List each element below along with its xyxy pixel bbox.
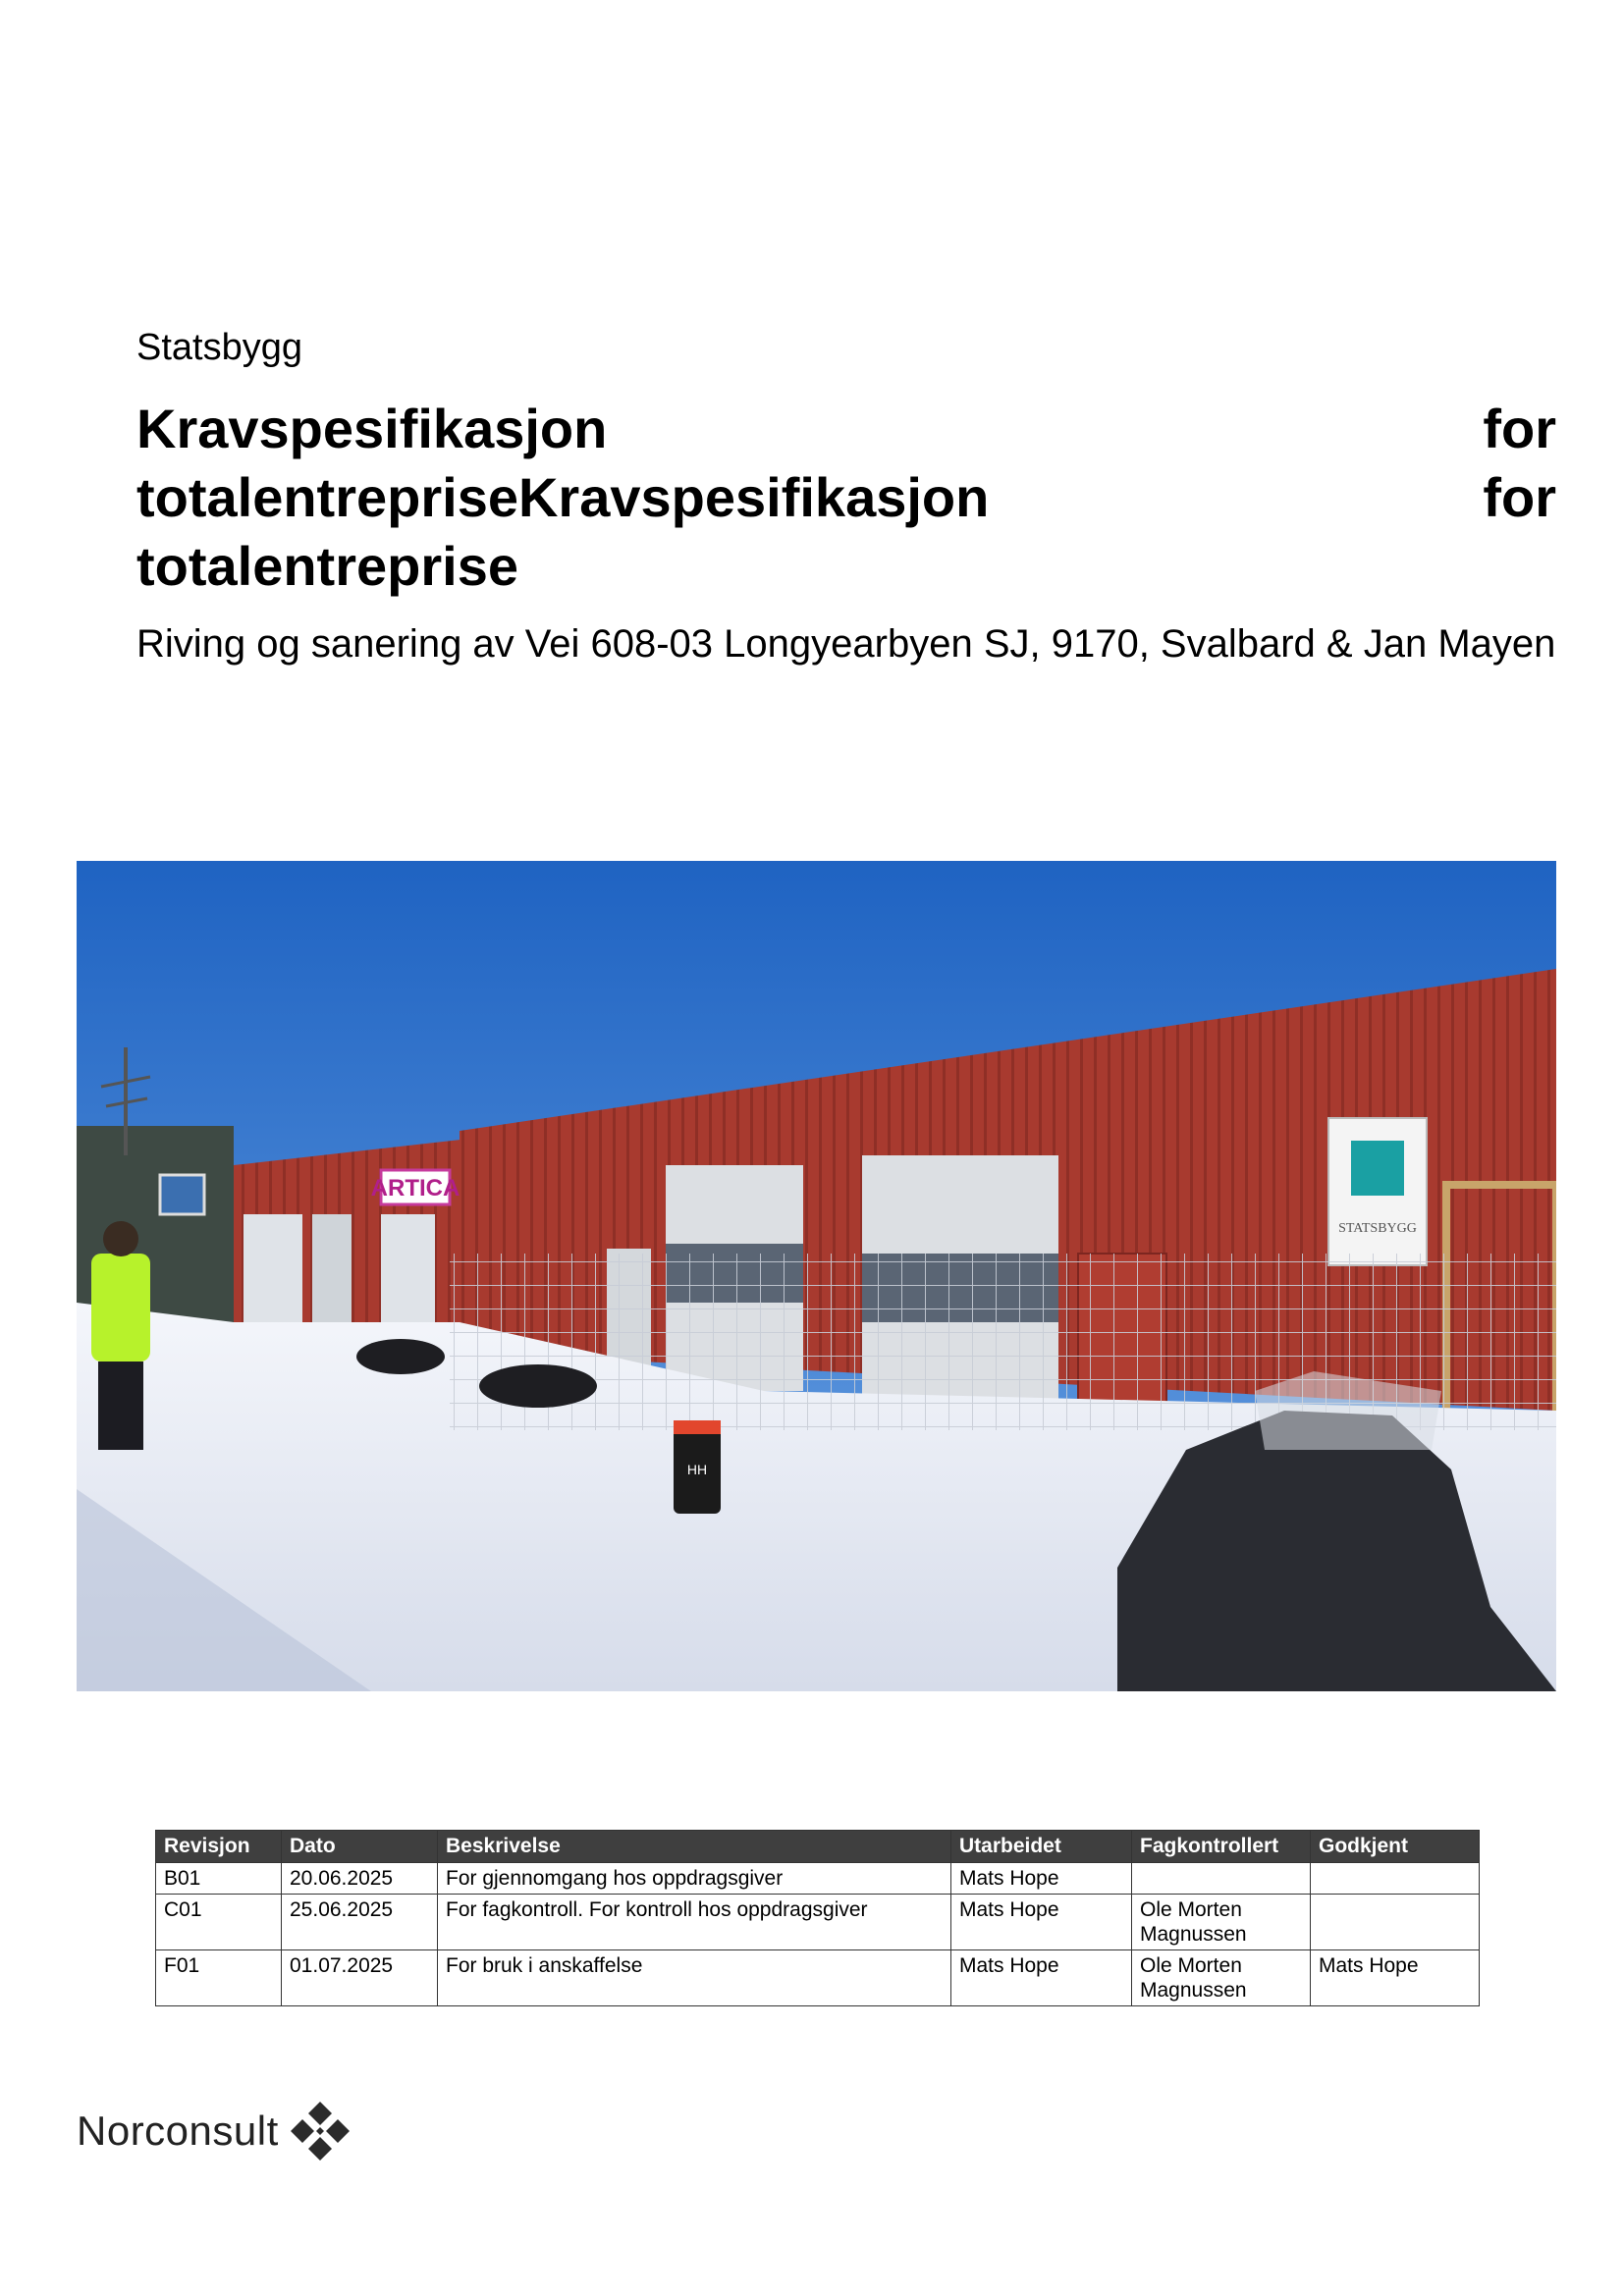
header-utarbeidet: Utarbeidet <box>951 1831 1132 1863</box>
cell-revisjon: F01 <box>156 1950 282 2006</box>
cell-fagkontrollert: Ole Morten Magnussen <box>1132 1895 1311 1950</box>
cell-fagkontrollert <box>1132 1863 1311 1895</box>
cell-beskrivelse: For fagkontroll. For kontroll hos oppdragsgiver <box>438 1895 951 1950</box>
cell-utarbeidet: Mats Hope <box>951 1950 1132 2006</box>
title-word: for <box>1483 398 1556 459</box>
cell-utarbeidet: Mats Hope <box>951 1863 1132 1895</box>
statsbygg-sign: STATSBYGG <box>1338 1221 1417 1236</box>
cell-dato: 25.06.2025 <box>282 1895 438 1950</box>
cover-photo <box>77 861 1556 1691</box>
table-row <box>156 1863 1480 1895</box>
header-fagkontrollert: Fagkontrollert <box>1132 1831 1311 1863</box>
norconsult-logo <box>77 2100 352 2163</box>
cell-beskrivelse: For gjennomgang hos oppdragsgiver <box>438 1863 951 1895</box>
title-word: for <box>1483 466 1556 528</box>
artica-sign: ARTICA <box>370 1175 460 1201</box>
title-word: Kravspesifikasjon <box>136 398 608 459</box>
cell-utarbeidet: Mats Hope <box>951 1895 1132 1950</box>
cell-dato: 20.06.2025 <box>282 1863 438 1895</box>
revision-table <box>155 1830 1480 2006</box>
title-line-3 <box>136 532 1556 601</box>
cell-revisjon: C01 <box>156 1895 282 1950</box>
cell-godkjent <box>1311 1895 1480 1950</box>
title-line-1 <box>136 395 1556 463</box>
client-name: Statsbygg <box>136 327 302 368</box>
table-row <box>156 1895 1480 1950</box>
cell-beskrivelse: For bruk i anskaffelse <box>438 1950 951 2006</box>
cell-fagkontrollert: Ole Morten Magnussen <box>1132 1950 1311 2006</box>
header-dato: Dato <box>282 1831 438 1863</box>
bag-label: HH <box>686 1462 708 1477</box>
title-word: totalentreprise <box>136 535 518 597</box>
document-title <box>136 395 1556 601</box>
logo-text: Norconsult <box>77 2108 279 2154</box>
cell-dato: 01.07.2025 <box>282 1950 438 2006</box>
cell-godkjent <box>1311 1863 1480 1895</box>
document-subtitle: Riving og sanering av Vei 608-03 Longyearbyen SJ, 9170, Svalbard & Jan Mayen <box>136 622 1556 666</box>
table-row <box>156 1950 1480 2006</box>
cell-revisjon: B01 <box>156 1863 282 1895</box>
revision-table-header <box>156 1831 1480 1863</box>
header-revisjon: Revisjon <box>156 1831 282 1863</box>
header-godkjent: Godkjent <box>1311 1831 1480 1863</box>
cover-photo-illustration <box>77 861 1556 1691</box>
title-word: totalentrepriseKravspesifikasjon <box>136 466 990 528</box>
title-line-2 <box>136 463 1556 532</box>
cell-godkjent: Mats Hope <box>1311 1950 1480 2006</box>
norconsult-diamond-icon <box>289 2100 352 2163</box>
header-beskrivelse: Beskrivelse <box>438 1831 951 1863</box>
